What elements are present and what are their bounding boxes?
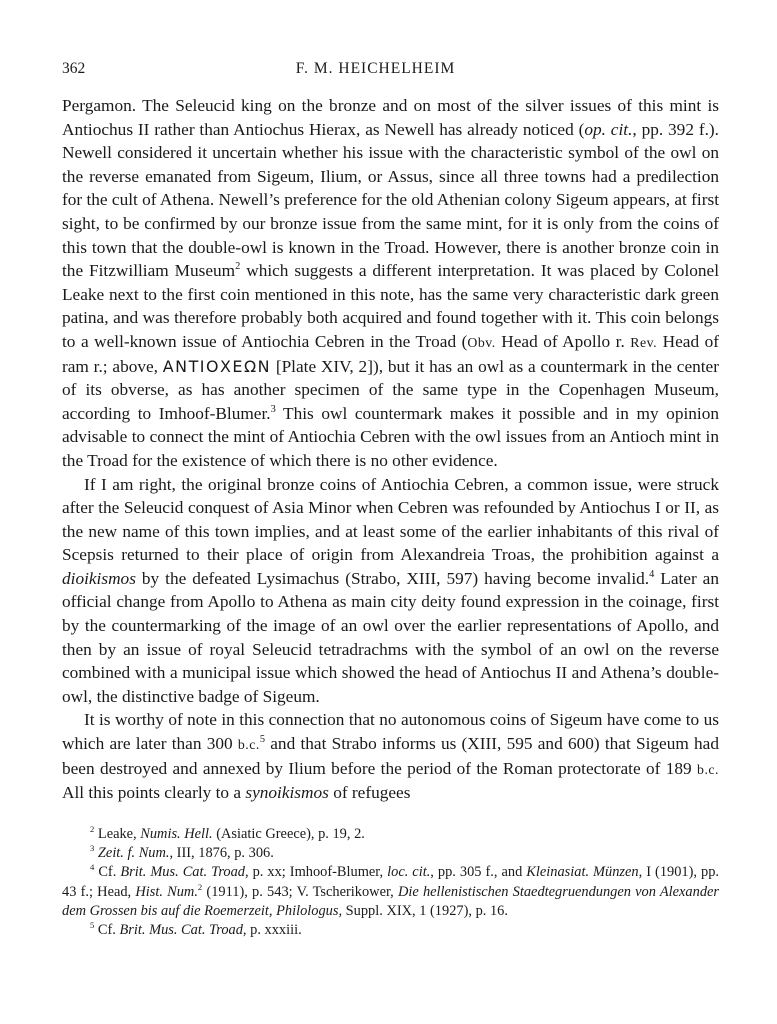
italic-text: loc. cit. bbox=[387, 864, 431, 881]
text-run: Later an official change from Apollo to Athena as main city deity found expression in the coinage, first by the countermarking of the image of an owl over the earlier representations of Apollo, and then by an issue of royal Seleucid tetradrachms with the symbol of an owl on the reverse combined with a municipal issue which showed the head of Antiochus II and Athena’s double-owl, the distinctive badge of Sigeum. bbox=[62, 568, 719, 706]
footnote-ref: 5 bbox=[90, 920, 95, 931]
text-run: of refugees bbox=[328, 783, 411, 803]
italic-text: Kleinasiat. Münzen bbox=[526, 864, 639, 881]
text-run: , pp. 392 f.). Newell considered it uncertain whether his issue with the characteristic symbol of the owl on the reverse emanated from Sigeum, Ilium, or Assus, since all three towns had a predilection for the cult of Athena. Newell’s preference for the old Athenian colony Sigeum appears, at first sight, to be confirmed by our bronze issue from the same mint, for it is only from the coins of this town that the double-owl is known in the Troad. However, there is another bronze coin in the Fitzwilliam Museum bbox=[62, 119, 719, 281]
italic-text: Hist. Num. bbox=[135, 883, 198, 900]
paragraph bbox=[62, 473, 719, 709]
footnote bbox=[62, 825, 719, 844]
footnote bbox=[62, 921, 719, 940]
small-caps-text: Rev. bbox=[630, 334, 658, 350]
text-run: All this points clearly to a bbox=[62, 783, 246, 803]
text-run: Head of Apollo r. bbox=[495, 331, 631, 351]
italic-text: Brit. Mus. Cat. Troad bbox=[119, 922, 243, 939]
footnote-ref: 2 bbox=[90, 824, 95, 835]
text-run: (1911), p. 543; V. Tscherikower, bbox=[202, 883, 398, 900]
small-caps-text: b.c. bbox=[697, 761, 719, 777]
text-run: , III, 1876, p. 306. bbox=[169, 845, 274, 862]
text-run: Head of ram r.; above, bbox=[62, 331, 719, 376]
text-run: (Asiatic Greece), p. 19, 2. bbox=[212, 826, 365, 842]
italic-text: op. cit. bbox=[584, 119, 633, 139]
footnote-ref: 2 bbox=[197, 881, 203, 892]
text-run: Pergamon. The Seleucid king on the bronze and on most of the silver issues of this mint is Antiochus II rather than Antiochus Hierax, as Newell has already noticed ( bbox=[62, 96, 719, 139]
page-number: 362 bbox=[62, 60, 86, 77]
italic-text: synoikismos bbox=[245, 783, 329, 803]
footnote-ref: 5 bbox=[259, 734, 266, 746]
italic-text: Brit. Mus. Cat. Troad bbox=[120, 864, 245, 881]
paragraph bbox=[62, 708, 719, 804]
small-caps-text: b.c. bbox=[237, 737, 260, 753]
italic-text: dioikismos bbox=[62, 568, 136, 588]
running-head: F. M. HEICHELHEIM bbox=[295, 60, 456, 77]
footnote-ref: 4 bbox=[90, 862, 95, 873]
text-run: Cf. bbox=[94, 922, 120, 939]
footnote-ref: 3 bbox=[270, 403, 276, 415]
text-run: , I (1901), pp. 43 f.; Head, bbox=[62, 864, 719, 900]
text-run: which suggests a different interpretation. It was placed by Colonel Leake next to the first coin mentioned in this note, has the same very characteristic dark green patina, and was therefore probably both acquired and found together with it. This coin belongs to a well-known issue of Antiochia Cebren in the Troad ( bbox=[62, 261, 719, 351]
text-run: [Plate XIV, 2]), but it has an owl as a countermark in the center of its obverse, as has another specimen of the same type in the Copenhagen Museum, according to Imhoof-Blumer. bbox=[62, 356, 719, 423]
italic-text: Zeit. f. Num. bbox=[97, 845, 170, 862]
body-text bbox=[62, 94, 719, 805]
text-run: , p. xxxiii. bbox=[242, 922, 302, 939]
footnote-ref: 3 bbox=[90, 843, 95, 854]
italic-text: Numis. Hell. bbox=[140, 826, 213, 842]
text-run: Leake, bbox=[94, 826, 141, 842]
italic-text: Die hellenistischen Staedtegruendungen von Alexander dem Grossen bis auf die Roemerzeit, Philologus bbox=[62, 883, 720, 919]
text-run: This owl countermark makes it possible and in my opinion advisable to connect the mint of Antiochia Cebren with the owl issues from an Antioch mint in the Troad for the existence of which there is no other evidence. bbox=[62, 403, 719, 470]
small-caps-text: Obv. bbox=[467, 334, 496, 350]
text-run: If I am right, the original bronze coins of Antiochia Cebren, a common issue, were struck after the Seleucid conquest of Asia Minor when Cebren was refounded by Antiochus I or II, as the new name of this town implies, and at least some of the earlier inhabitants of this rival of Scepsis returned to their place of origin from Alexandreia Troas, the prohibition against a bbox=[62, 474, 719, 565]
text-run: Cf. bbox=[94, 864, 121, 881]
text-run: , pp. 305 f., and bbox=[430, 864, 527, 881]
footnote bbox=[62, 863, 719, 921]
paragraph bbox=[62, 94, 719, 473]
text-run: , Suppl. XIX, 1 (1927), p. 16. bbox=[338, 902, 508, 919]
text-run: and that Strabo informs us (XIII, 595 and 600) that Sigeum had been destroyed and annexed by Ilium before the period of the Roman protectorate of 189 bbox=[62, 734, 719, 778]
footnote-ref: 2 bbox=[235, 261, 241, 273]
text-run: , p. xx; Imhoof-Blumer, bbox=[244, 864, 388, 881]
greek-legend: ΑΝΤΙΟΧΕΩΝ bbox=[162, 356, 272, 376]
text-run: by the defeated Lysimachus (Strabo, XIII, 597) having become invalid. bbox=[135, 568, 650, 588]
footnote bbox=[62, 844, 719, 863]
footnote-ref: 4 bbox=[649, 569, 655, 581]
footnotes bbox=[62, 825, 719, 940]
text-run: It is worthy of note in this connection that no autonomous coins of Sigeum have come to us which are later than 300 bbox=[62, 710, 719, 754]
page-header bbox=[62, 60, 689, 82]
